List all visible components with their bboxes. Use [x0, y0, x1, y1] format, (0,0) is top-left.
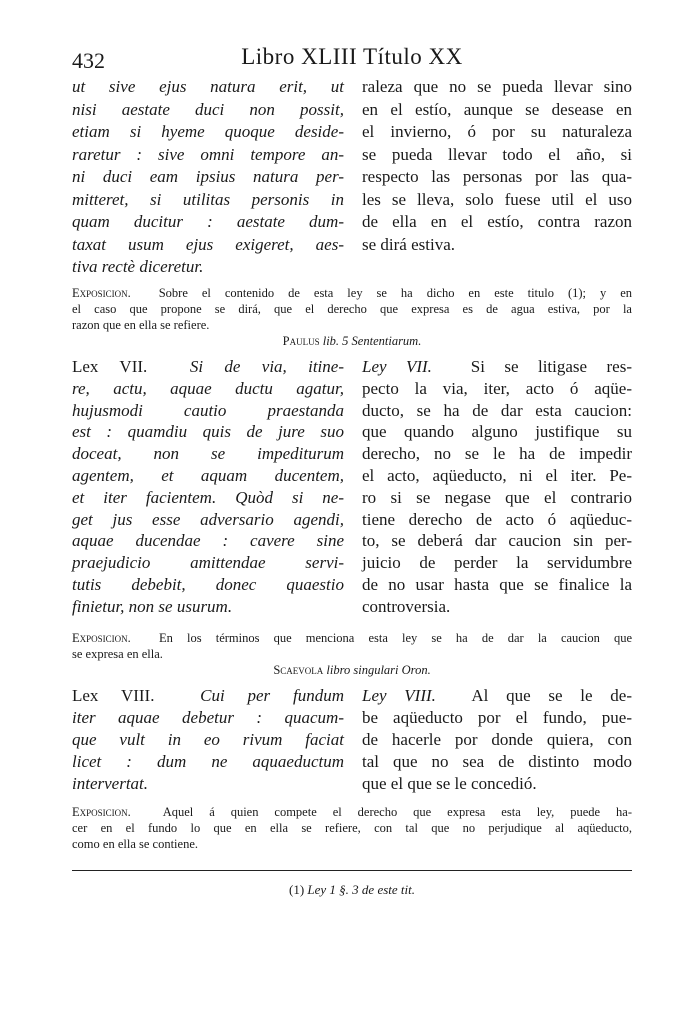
latin-line: nisi aestate duci non possit, [72, 99, 344, 119]
source-author: Paulus [282, 334, 320, 348]
latin-line: licet : dum ne aquaeductum [72, 752, 344, 771]
exposicion-2 [72, 630, 632, 662]
source-reference: lib. 5 Sententiarum. [322, 334, 422, 348]
exposicion-1 [72, 285, 632, 333]
spanish-column-2 [362, 356, 632, 618]
latin-line: tutis debebit, donec quaestio [72, 574, 344, 594]
page-number: 432 [72, 48, 105, 73]
spanish-line: tiene derecho de acto ó aqüeduc- [362, 509, 632, 529]
latin-text: Si de via, itine- [189, 357, 344, 376]
spanish-line [362, 685, 632, 707]
exposicion-label: Exposicion. [72, 805, 131, 819]
spanish-line: controversia. [362, 596, 451, 616]
spanish-line: que quando alguno justifique su [362, 422, 632, 442]
latin-line: get jus esse adversario agendi, [72, 509, 344, 529]
latin-line: ni duci eam ipsius natura per- [72, 167, 344, 186]
exposicion-line [72, 630, 632, 646]
latin-line: mitteret, si utilitas personis in [72, 189, 344, 209]
latin-line: etiam si hyeme quoque deside- [72, 122, 344, 141]
spanish-line: el acto, aqüeducto, ni el iter. Pe- [362, 465, 632, 485]
lex-heading: Lex VIII. [72, 686, 155, 705]
latin-line: ut sive ejus natura erit, ut [72, 77, 344, 96]
exposicion-3 [72, 804, 632, 852]
latin-line: taxat usum ejus exigeret, aes- [72, 234, 344, 254]
latin-column-2 [72, 356, 344, 618]
spanish-line: les se lleva, solo fuese util el uso [362, 189, 632, 209]
latin-line: quam ducitur : aestate dum- [72, 212, 344, 231]
exposicion-line [72, 804, 632, 820]
spanish-line: pecto la via, iter, acto ó aqüe- [362, 378, 632, 398]
spanish-line: be aqüeducto por el fundo, pue- [362, 708, 632, 727]
latin-line: iter aquae debetur : quacum- [72, 708, 344, 727]
spanish-column-1 [362, 76, 632, 256]
spanish-line: se pueda llevar todo el año, si [362, 144, 632, 164]
latin-text: Cui per fundum [200, 686, 344, 705]
spanish-line: de hacerle por donde quiera, con [362, 730, 632, 749]
spanish-line: raleza que no se pueda llevar sino [362, 77, 632, 96]
latin-line: re, actu, aquae ductu agatur, [72, 378, 344, 398]
footnote [72, 882, 632, 898]
latin-column-3 [72, 685, 344, 795]
spanish-line: juicio de perder la servidumbre [362, 553, 632, 573]
spanish-line: de no usar hasta que se finalice la [362, 574, 632, 594]
exposicion-label: Exposicion. [72, 631, 131, 645]
ley-heading: Ley VIII. [362, 686, 436, 705]
spanish-column-3 [362, 685, 632, 795]
footnote-marker: (1) [288, 882, 305, 897]
spanish-line: el invierno, ó por su naturaleza [362, 122, 632, 141]
spanish-line: se dirá estiva. [362, 234, 455, 254]
spanish-line: que el que se le concedió. [362, 774, 537, 793]
latin-column-1 [72, 76, 344, 279]
source-citation-1 [72, 334, 632, 349]
source-author: Scaevola [273, 663, 324, 677]
latin-line: hujusmodi cautio praestanda [72, 400, 344, 420]
page-header [72, 40, 632, 74]
spanish-text: Al que se le de- [471, 686, 632, 705]
spanish-line: derecho, no se le ha de impedir [362, 444, 632, 464]
spanish-line: ro si se negase que el contrario [362, 487, 632, 507]
latin-line: raretur : sive omni tempore an- [72, 144, 344, 164]
exposicion-line: cer en el fundo lo que en ella se refiere, con tal que no perjudique al aqüeducto, [72, 821, 632, 835]
spanish-line: en el estío, aunque se desease en [362, 99, 632, 119]
spanish-line: de ella en el estío, contra razon [362, 212, 632, 231]
spanish-line: ducto, se ha de dar esta caucion: [362, 400, 632, 420]
exposicion-text: Aquel á quien compete el derecho que expresa esta ley, puede ha- [162, 805, 632, 819]
running-title: Libro XLIII Título XX [241, 44, 463, 69]
source-reference: libro singulari Oron. [326, 663, 431, 677]
spanish-line: respecto las personas por las qua- [362, 167, 632, 186]
latin-line: praejudicio amittendae servi- [72, 553, 344, 573]
latin-line: intervertat. [72, 774, 149, 793]
spanish-text: Si se litigase res- [470, 357, 632, 376]
exposicion-line: el caso que propone se dirá, que el derecho que expresa es de agua estiva, por la [72, 302, 632, 316]
footnote-divider [72, 870, 632, 871]
source-citation-2 [72, 663, 632, 678]
latin-line: que vult in eo rivum faciat [72, 730, 344, 749]
latin-line: aquae ducendae : cavere sine [72, 531, 344, 551]
lex-heading: Lex VII. [72, 357, 148, 376]
exposicion-line: razon que en ella se refiere. [72, 318, 210, 332]
latin-line: agentem, et aquam ducentem, [72, 465, 344, 485]
spanish-line [362, 356, 632, 378]
footnote-text: Ley 1 §. 3 de este tit. [307, 882, 415, 897]
latin-line: et iter facientem. Quòd si ne- [72, 487, 344, 507]
exposicion-line: se expresa en ella. [72, 647, 163, 661]
latin-line: finietur, non se usurum. [72, 596, 233, 616]
latin-line: est : quamdiu quis de jure suo [72, 422, 344, 442]
latin-line: tiva rectè diceretur. [72, 257, 204, 276]
latin-line: doceat, non se impediturum [72, 444, 344, 464]
latin-line [72, 685, 344, 707]
exposicion-line [72, 285, 632, 301]
spanish-line: tal que no sea de distinto modo [362, 752, 632, 771]
exposicion-text: En los términos que menciona esta ley se ha de dar la caucion que [159, 631, 632, 645]
exposicion-line: como en ella se contiene. [72, 837, 198, 851]
ley-heading: Ley VII. [362, 357, 432, 376]
exposicion-label: Exposicion. [72, 286, 131, 300]
latin-line [72, 356, 344, 378]
spanish-line: to, se deberá dar caucion sin per- [362, 531, 632, 551]
exposicion-text: Sobre el contenido de esta ley se ha dicho en este titulo (1); y en [158, 286, 633, 300]
